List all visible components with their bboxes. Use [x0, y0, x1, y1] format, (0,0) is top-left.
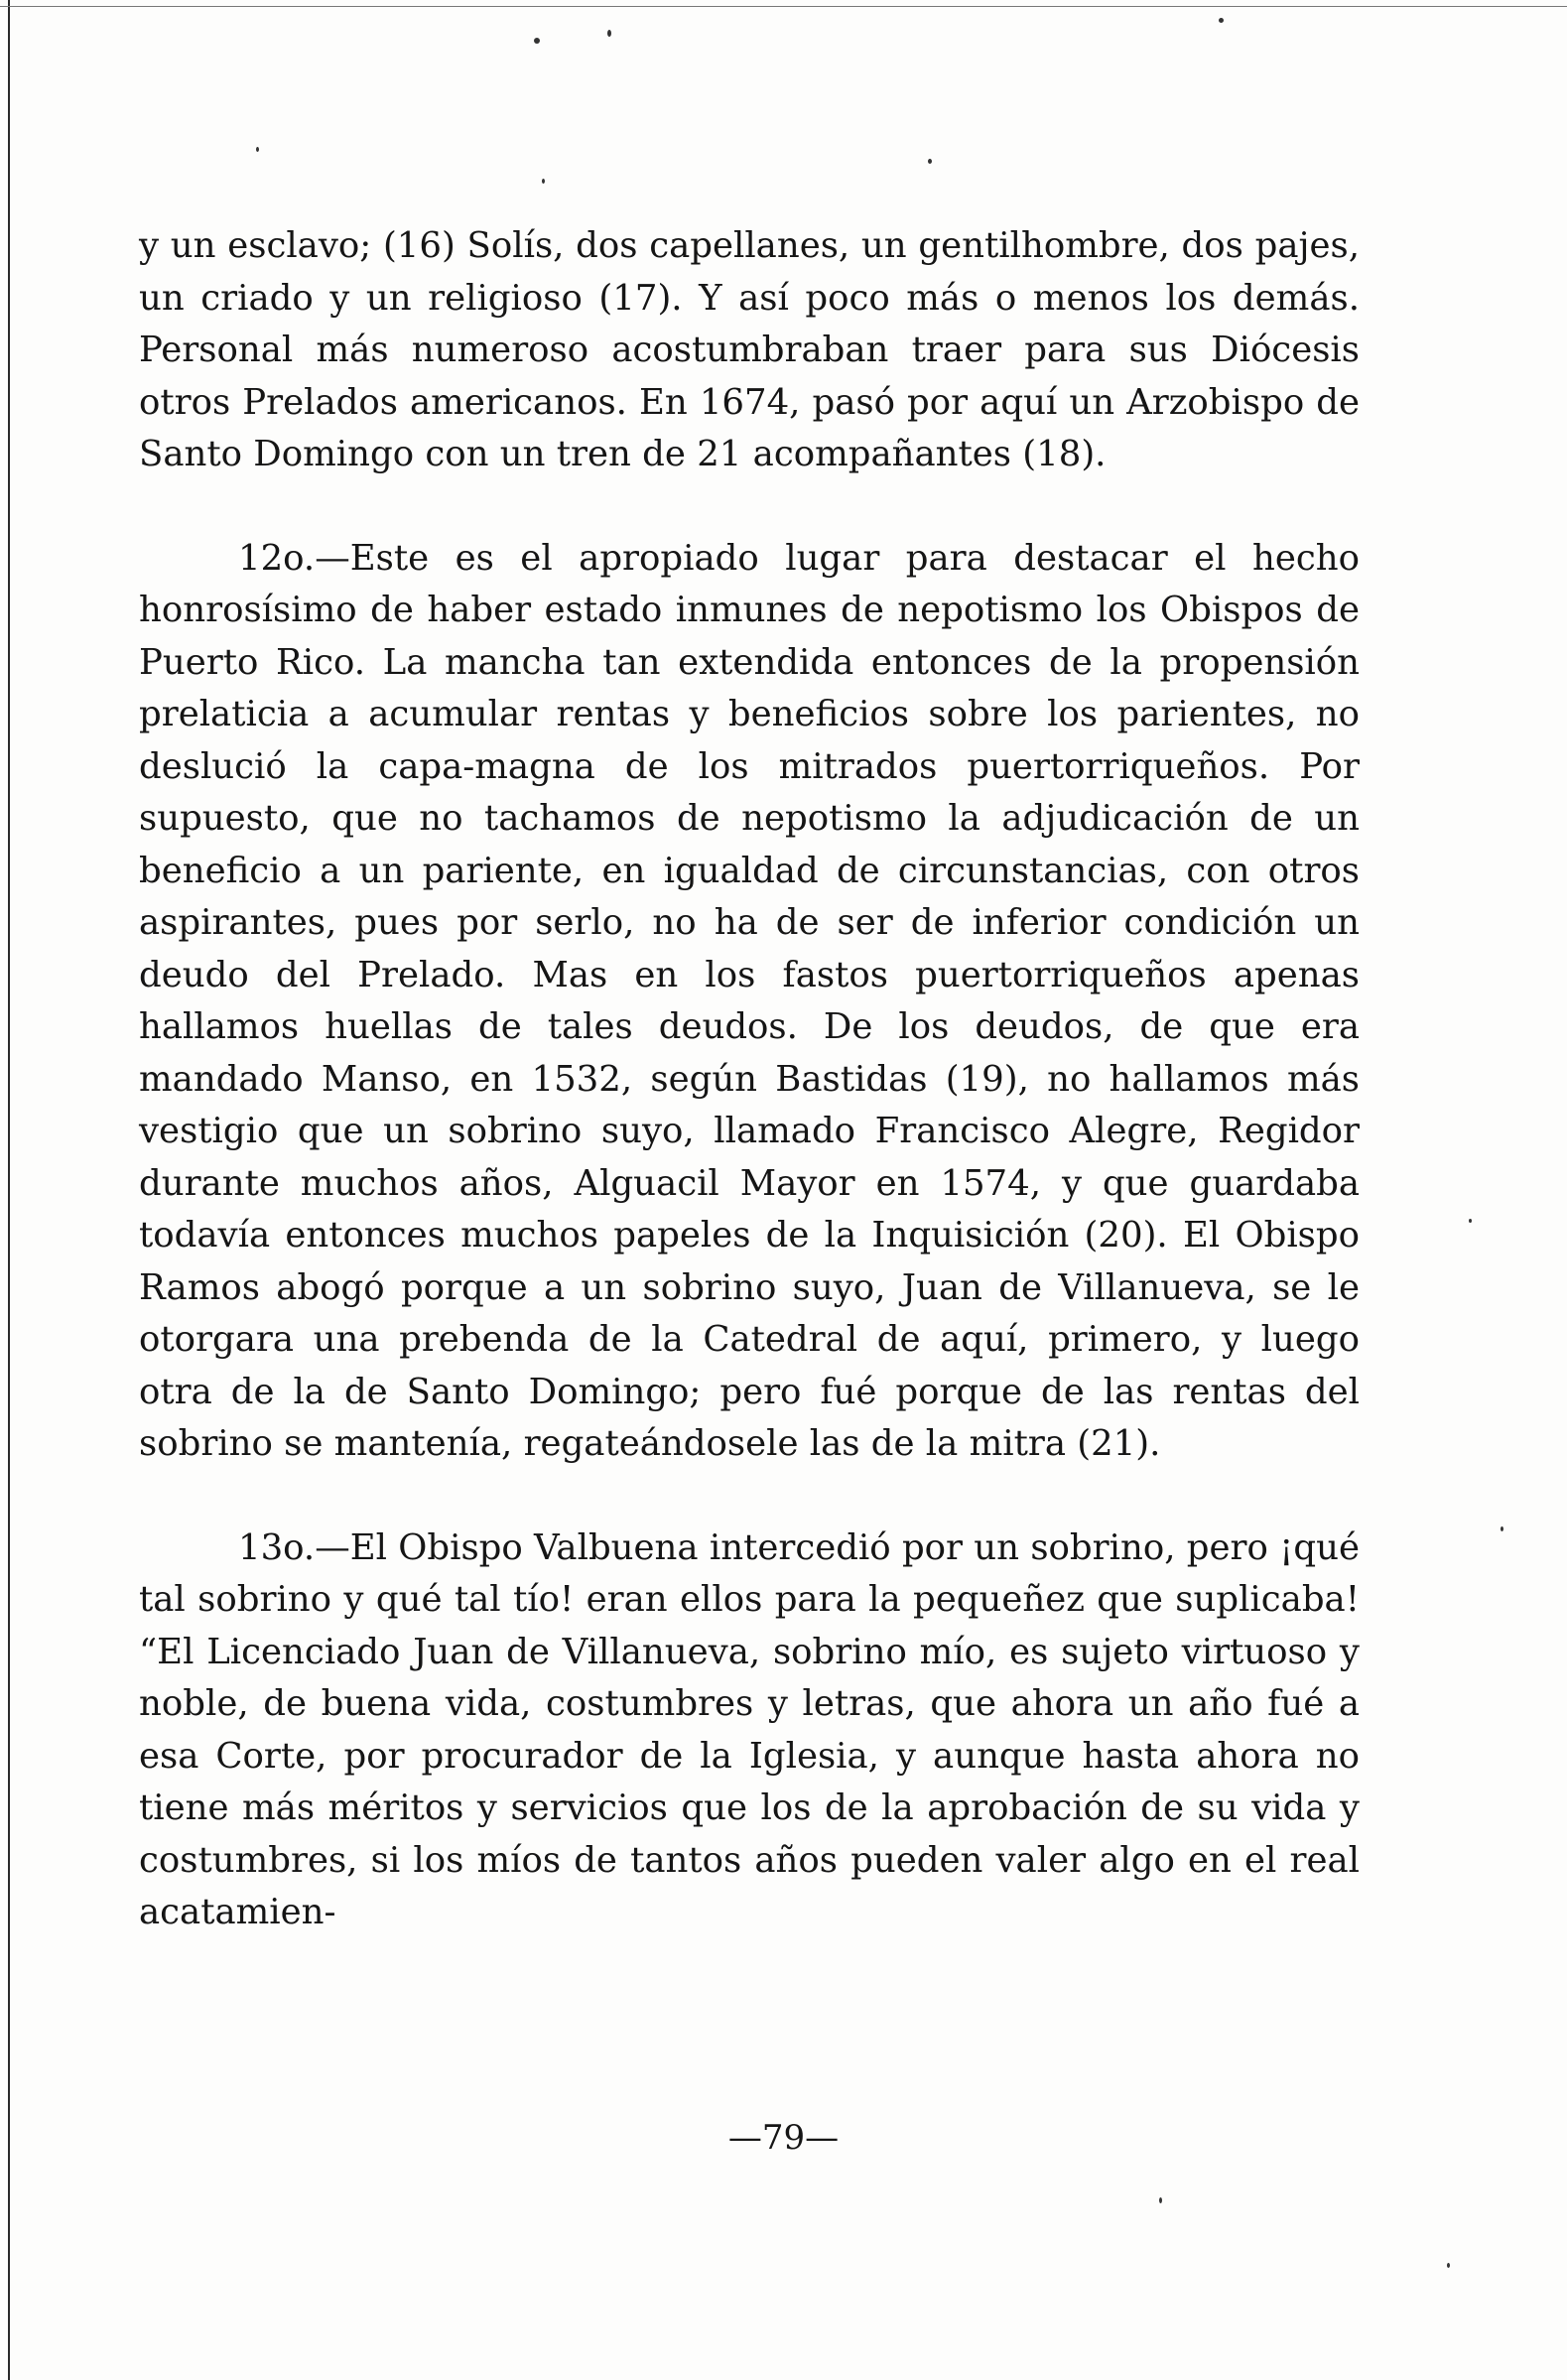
binding-edge-line	[8, 0, 10, 2380]
ink-speck	[1447, 2263, 1450, 2268]
ink-speck	[1219, 18, 1224, 23]
paragraph-13: 13o.—El Obispo Valbuena intercedió por un sobrino, pero ¡qué tal sobrino y qué tal tío! eran ellos para la pequeñez que suplicaba! “El Licenciado Juan de Villanueva, sobrino mío, es sujeto virtuoso y noble, de buena vida, costumbres y letras, que ahora un año fué a esa Corte, por procurador de la Iglesia, y aunque hasta ahora no tiene más méritos y servicios que los de la aprobación de su vida y costumbres, si los míos de tantos años pueden valer algo en el real acatamien-	[139, 1526, 1360, 1932]
ink-speck	[607, 30, 611, 37]
ink-speck	[1159, 2197, 1162, 2203]
body-text	[139, 220, 1360, 1939]
ink-speck	[542, 179, 545, 184]
ink-speck	[534, 38, 540, 44]
paragraph-12: 12o.—Este es el apropiado lugar para destacar el hecho honrosísimo de haber estado inmunes de nepotismo los Obispos de Puerto Rico. La mancha tan extendida entonces de la propensión prelaticia a acumular rentas y beneficios sobre los parientes, no deslució la capa-magna de los mitrados puertorriqueños. Por supuesto, que no tachamos de nepotismo la adjudicación de un beneficio a un pariente, en igualdad de circunstancias, con otros aspirantes, pues por serlo, no ha de ser de inferior condición un deudo del Prelado. Mas en los fastos puertorriqueños apenas hallamos huellas de tales deudos. De los deudos, de que era mandado Manso, en 1532, según Bastidas (19), no hallamos más vestigio que un sobrino suyo, llamado Francisco Alegre, Regidor durante muchos años, Alguacil Mayor en 1574, y que guardaba todavía entonces muchos papeles de la Inquisición (20). El Obispo Ramos abogó porque a un sobrino suyo, Juan de Villanueva, se le otorgara una prebenda de la Catedral de aquí, primero, y luego otra de la de Santo Domingo; pero fué porque de las rentas del sobrino se mantenía, regateándosele las de la mitra (21).	[139, 537, 1360, 1464]
ink-speck	[928, 159, 932, 164]
ink-speck	[256, 147, 259, 152]
paragraph-continuation: y un esclavo; (16) Solís, dos capellanes, un gentilhombre, dos pajes, un criado y un religioso (17). Y así poco más o menos los demás. Personal más numeroso acostumbraban traer para sus Diócesis otros Prelados americanos. En 1674, pasó por aquí un Arzobispo de Santo Domingo con un tren de 21 acompañantes (18).	[139, 225, 1360, 474]
page-number: —79—	[727, 2118, 840, 2158]
ink-speck	[1469, 1219, 1472, 1223]
ink-speck	[1501, 1526, 1503, 1531]
top-edge-line	[0, 6, 1567, 7]
